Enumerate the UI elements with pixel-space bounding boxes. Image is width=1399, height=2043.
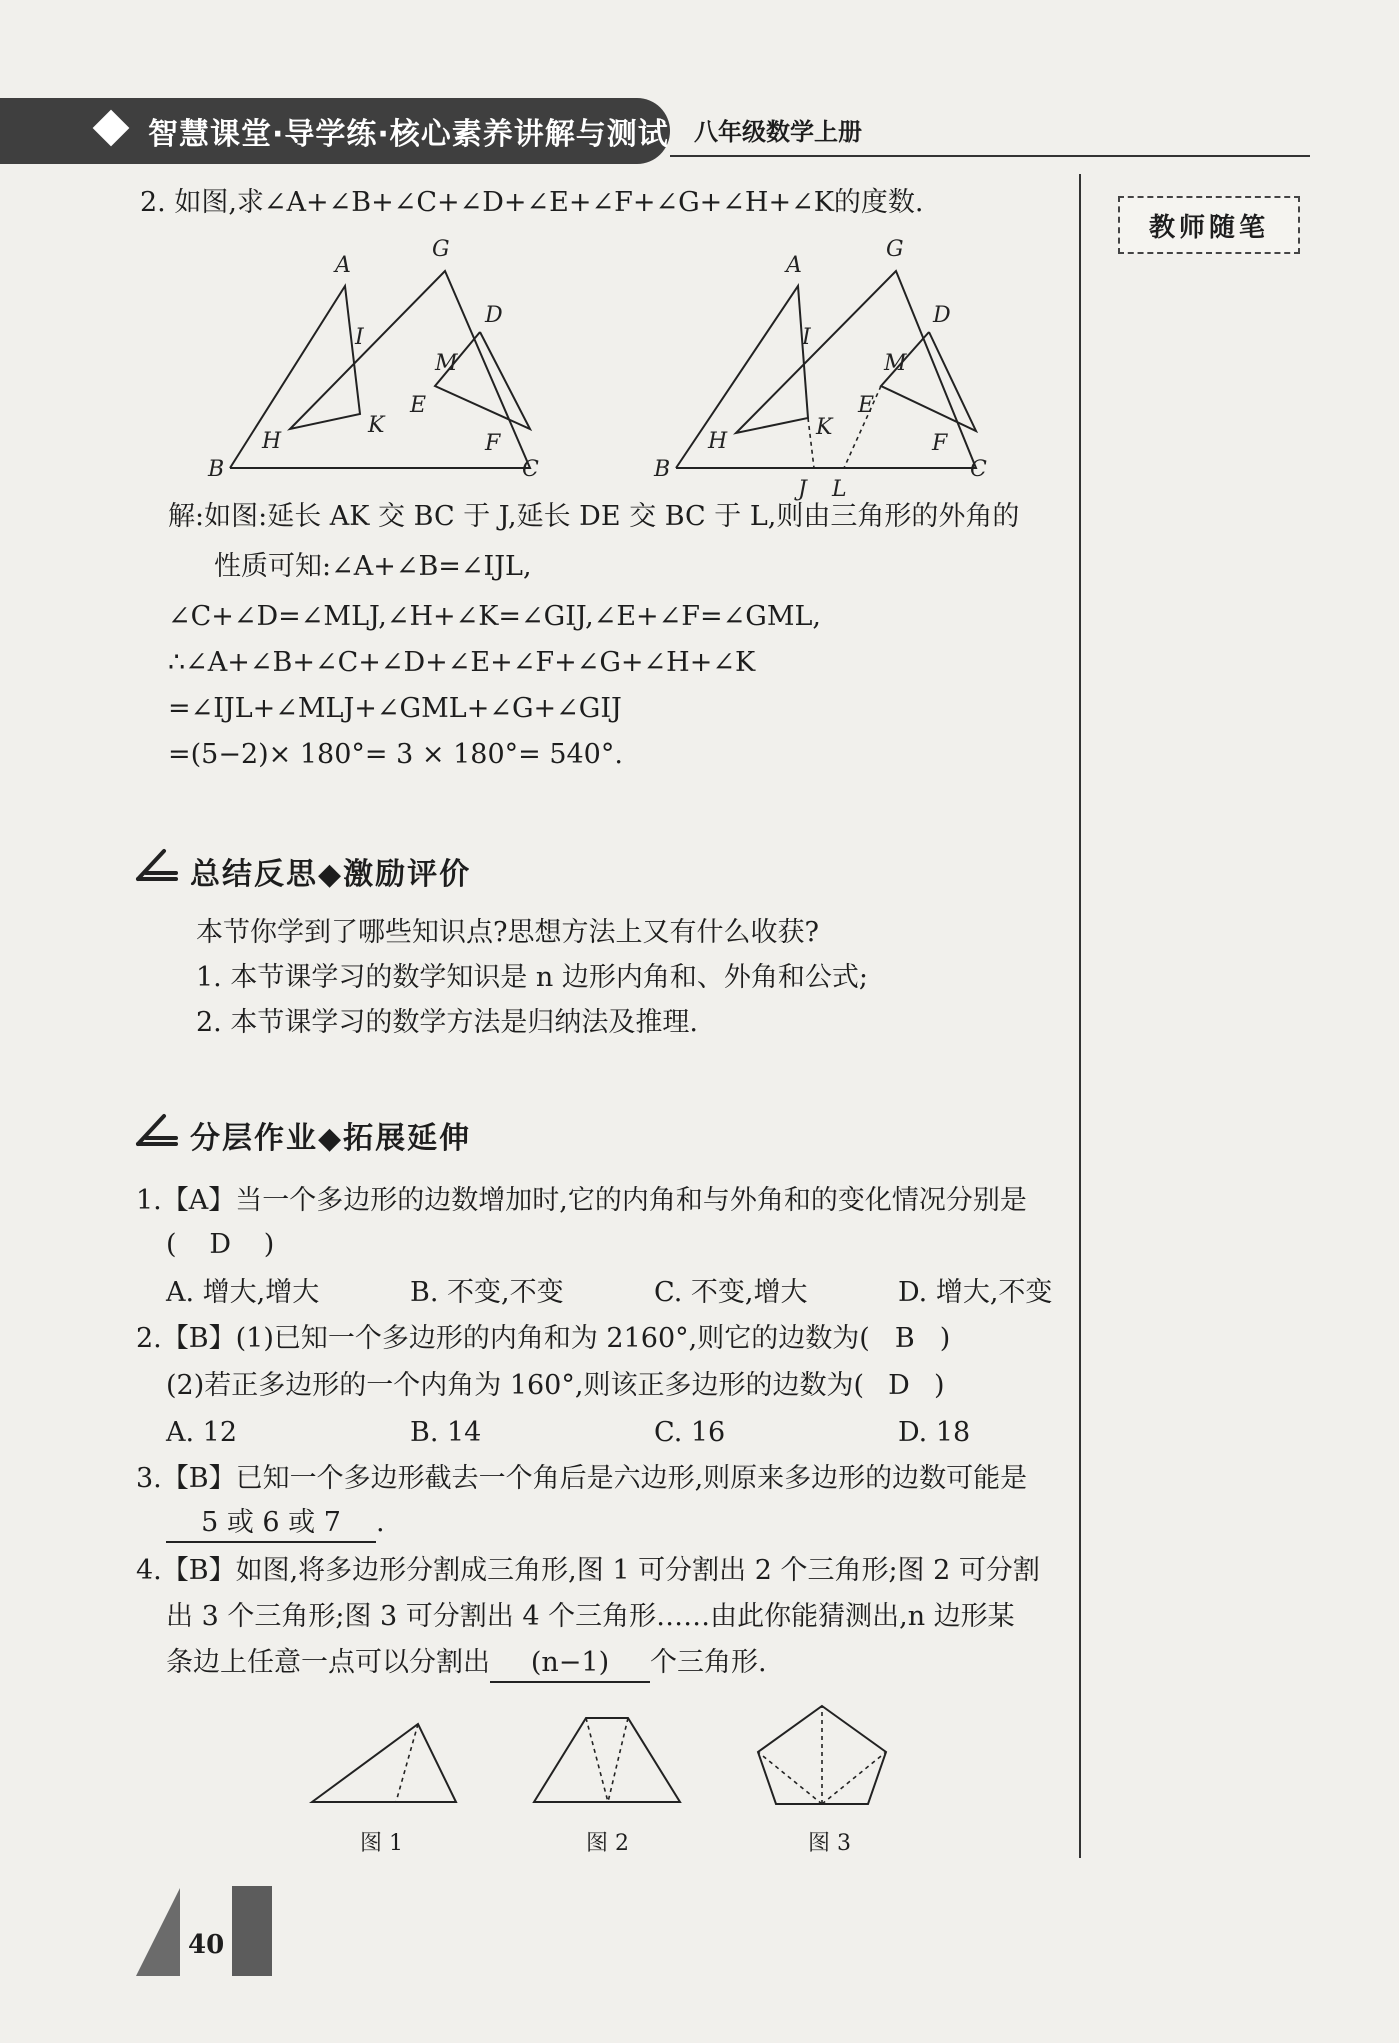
problem2-question: 2. 如图,求∠A+∠B+∠C+∠D+∠E+∠F+∠G+∠H+∠K的度数. bbox=[140, 187, 924, 218]
figure-2 bbox=[646, 226, 1006, 506]
header-title: 智慧课堂·导学练·核心素养讲解与测试 bbox=[148, 117, 669, 152]
q3-answer: 5 或 6 或 7 bbox=[166, 1505, 376, 1543]
q2-paren-1: ) bbox=[939, 1323, 951, 1354]
summary-question: 本节你学到了哪些知识点?思想方法上又有什么收获? bbox=[196, 917, 819, 948]
fig1-label-b: B bbox=[208, 457, 225, 482]
page-corner-decoration bbox=[136, 1888, 186, 1976]
fig2-label-m: M bbox=[884, 351, 907, 376]
q3-text: 3.【B】已知一个多边形截去一个角后是六边形,则原来多边形的边数可能是 bbox=[136, 1463, 1028, 1494]
q4-text-3: 条边上任意一点可以分割出 bbox=[166, 1647, 490, 1678]
q2-text-2: (2)若正多边形的一个内角为 160°,则该正多边形的边数为( bbox=[166, 1370, 864, 1401]
fig1-label-h: H bbox=[262, 429, 282, 454]
page-number-block bbox=[232, 1886, 272, 1976]
summary-point-2: 2. 本节课学习的数学方法是归纳法及推理. bbox=[196, 1007, 698, 1038]
q2-option-b: B. 14 bbox=[410, 1417, 482, 1448]
q3-answer-line bbox=[166, 1500, 385, 1545]
homework-title: 分层作业◆拓展延伸 bbox=[190, 1121, 472, 1156]
pencil-icon bbox=[134, 845, 180, 885]
q1-option-a: A. 增大,增大 bbox=[166, 1277, 320, 1308]
fig2-label-c: C bbox=[970, 457, 987, 482]
solution-line-3: ∠C+∠D=∠MLJ,∠H+∠K=∠GIJ,∠E+∠F=∠GML, bbox=[168, 601, 821, 632]
q2-option-d: D. 18 bbox=[898, 1417, 971, 1448]
q1-option-c: C. 不变,增大 bbox=[654, 1277, 808, 1308]
fig2-label-l: L bbox=[832, 477, 847, 502]
fig2-label-h: H bbox=[708, 429, 728, 454]
fig2-label-k: K bbox=[816, 415, 833, 440]
fig2-label-a: A bbox=[786, 253, 802, 278]
q1-paren-right: ) bbox=[263, 1229, 275, 1260]
fig1-label-k: K bbox=[368, 413, 385, 438]
q4-text-3-end: 个三角形. bbox=[650, 1647, 767, 1678]
fig1-label-c: C bbox=[522, 457, 539, 482]
q1-paren-left: ( bbox=[166, 1229, 177, 1260]
fig2-label-b: B bbox=[654, 457, 671, 482]
fig2-label-j: J bbox=[798, 477, 807, 502]
q4-line-3 bbox=[166, 1640, 767, 1685]
q1-answer: D bbox=[209, 1229, 231, 1260]
solution-line-4: ∴∠A+∠B+∠C+∠D+∠E+∠F+∠G+∠H+∠K bbox=[168, 647, 756, 678]
fig1-label-d: D bbox=[485, 303, 503, 328]
solution-line-2: 性质可知:∠A+∠B=∠IJL, bbox=[214, 551, 532, 582]
q4-answer: (n−1) bbox=[490, 1645, 650, 1683]
fig-triangle bbox=[306, 1716, 466, 1808]
q2-answer-2: D bbox=[888, 1370, 910, 1401]
fig1-label-m: M bbox=[435, 351, 458, 376]
q2-answer-1: B bbox=[894, 1323, 915, 1354]
solution-line-6: =(5−2)× 180°= 3 × 180°= 540°. bbox=[168, 739, 623, 770]
caption-fig1: 图 1 bbox=[360, 1831, 403, 1856]
q2-paren-2: ) bbox=[933, 1370, 945, 1401]
summary-point-1: 1. 本节课学习的数学知识是 n 边形内角和、外角和公式; bbox=[196, 962, 868, 993]
q4-line-2: 出 3 个三角形;图 3 可分割出 4 个三角形……由此你能猜测出,n 边形某 bbox=[166, 1601, 1015, 1632]
solution-line-1: 解:如图:延长 AK 交 BC 于 J,延长 DE 交 BC 于 L,则由三角形的外角的 bbox=[168, 501, 1020, 532]
fig1-label-e: E bbox=[410, 393, 427, 418]
q4-line-1: 4.【B】如图,将多边形分割成三角形,图 1 可分割出 2 个三角形;图 2 可分割 bbox=[136, 1555, 1040, 1586]
fig1-label-a: A bbox=[335, 253, 351, 278]
fig2-label-i: I bbox=[802, 325, 811, 350]
fig2-label-f: F bbox=[932, 431, 948, 456]
summary-title: 总结反思◆激励评价 bbox=[190, 857, 472, 892]
q2-line-2 bbox=[166, 1363, 945, 1408]
q2-line-1 bbox=[136, 1316, 950, 1361]
solution-line-5: =∠IJL+∠MLJ+∠GML+∠G+∠GIJ bbox=[168, 693, 622, 724]
q1-answer-line bbox=[166, 1222, 274, 1267]
fig1-label-i: I bbox=[355, 325, 364, 350]
header-divider bbox=[670, 155, 1310, 157]
fig2-label-d: D bbox=[933, 303, 951, 328]
figure-1 bbox=[200, 226, 570, 482]
q1-text: 1.【A】当一个多边形的边数增加时,它的内角和与外角和的变化情况分别是 bbox=[136, 1185, 1027, 1216]
q2-option-a: A. 12 bbox=[166, 1417, 238, 1448]
q1-option-d: D. 增大,不变 bbox=[898, 1277, 1053, 1308]
caption-fig3: 图 3 bbox=[808, 1831, 851, 1856]
q2-option-c: C. 16 bbox=[654, 1417, 726, 1448]
page-number: 40 bbox=[188, 1930, 225, 1960]
fig-pentagon bbox=[752, 1700, 892, 1810]
pencil-icon bbox=[134, 1110, 180, 1150]
fig2-label-g: G bbox=[886, 237, 904, 262]
teacher-notes-box: 教师随笔 bbox=[1118, 196, 1300, 254]
fig2-label-e: E bbox=[858, 393, 875, 418]
q2-text-1: 2.【B】(1)已知一个多边形的内角和为 2160°,则它的边数为( bbox=[136, 1323, 870, 1354]
fig1-label-f: F bbox=[485, 431, 501, 456]
header-subtitle: 八年级数学上册 bbox=[694, 118, 862, 146]
caption-fig2: 图 2 bbox=[586, 1831, 629, 1856]
q3-end: . bbox=[376, 1507, 385, 1538]
fig1-label-g: G bbox=[432, 237, 450, 262]
fig-quadrilateral bbox=[528, 1708, 688, 1808]
sidebar-divider bbox=[1079, 174, 1081, 1858]
q1-option-b: B. 不变,不变 bbox=[410, 1277, 564, 1308]
